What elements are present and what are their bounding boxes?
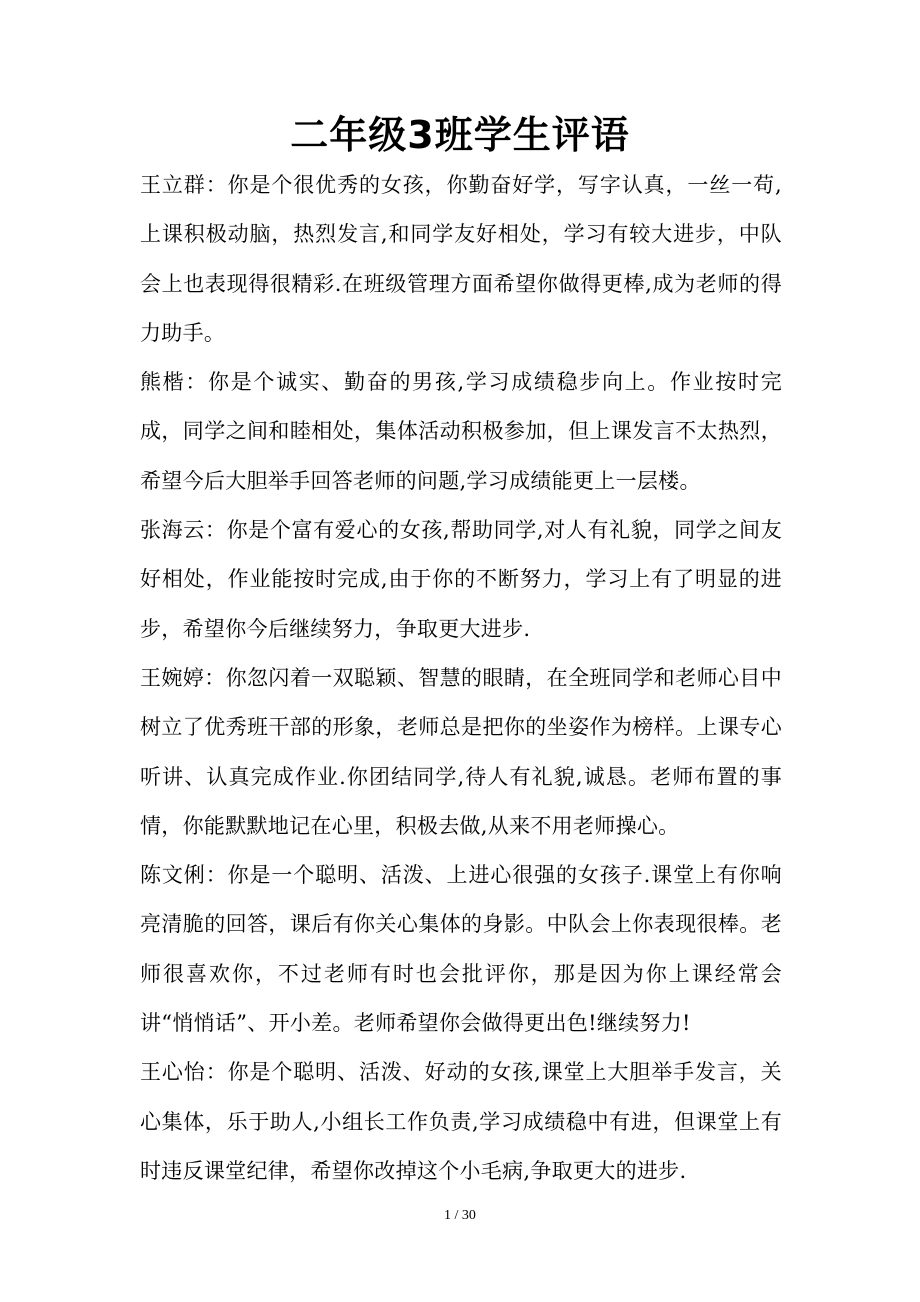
document-title: 二年级3班学生评语 [290,113,630,157]
comment-paragraph: 张海云：你是个富有爱心的女孩,帮助同学,对人有礼貌，同学之间友好相处，作业能按时完成,由于你的不断努力，学习上有了明显的进步，希望你今后继续努力，争取更大进步. [140,518,782,641]
comment-paragraph: 陈文俐：你是一个聪明、活泼、上进心很强的女孩子.课堂上有你响亮清脆的回答，课后有你关心集体的身影。中队会上你表现很棒。老师很喜欢你，不过老师有时也会批评你，那是因为你上课经常会讲“悄悄话”、开小差。老师希望你会做得更出色!继续努力! [140,863,782,1036]
comment-paragraph: 熊楷：你是个诚实、勤奋的男孩,学习成绩稳步向上。作业按时完成，同学之间和睦相处，集体活动积极参加，但上课发言不太热烈，希望今后大胆举手回答老师的问题,学习成绩能更上一层楼。 [140,370,782,493]
document-body [140,161,782,1196]
comment-paragraph: 王立群：你是个很优秀的女孩，你勤奋好学，写字认真，一丝一苟,上课积极动脑，热烈发言,和同学友好相处，学习有较大进步，中队会上也表现得很精彩.在班级管理方面希望你做得更棒,成为老师的得力助手。 [140,173,782,345]
comment-paragraph: 王心怡：你是个聪明、活泼、好动的女孩,课堂上大胆举手发言，关心集体，乐于助人,小组长工作负责,学习成绩稳中有进，但课堂上有时违反课堂纪律，希望你改掉这个小毛病,争取更大的进步. [140,1060,782,1183]
comment-paragraph: 王婉婷：你忽闪着一双聪颖、智慧的眼睛，在全班同学和老师心目中树立了优秀班干部的形象，老师总是把你的坐姿作为榜样。上课专心听讲、认真完成作业.你团结同学,待人有礼貌,诚恳。老师布置的事情，你能默默地记在心里，积极去做,从来不用老师操心。 [140,665,782,838]
page-number: 1 / 30 [444,1208,476,1223]
